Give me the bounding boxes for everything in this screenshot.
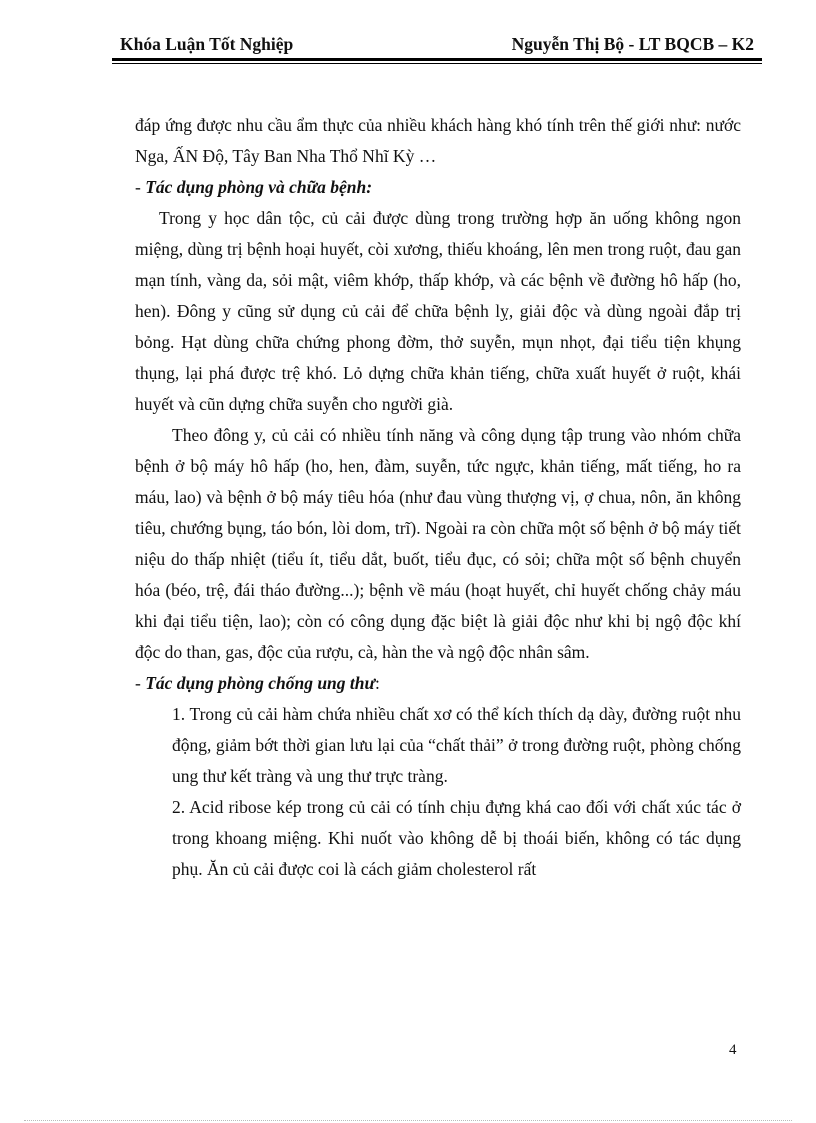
heading-dash: - — [135, 177, 146, 197]
paragraph: Trong y học dân tộc, củ cải được dùng trong trường hợp ăn uống không ngon miệng, dùng trị bệnh hoại huyết, còi xương, thiếu khoáng, lên men trong ruột, đau gan mạn tính, vàng da, sỏi mật, viêm khớp, thấp khớp, và các bệnh về đường hô hấp (ho, hen). Đông y cũng sử dụng củ cải để chữa bệnh lỵ, giải độc và dùng ngoài đắp trị bỏng. Hạt dùng chữa chứng phong đờm, thở suyễn, mụn nhọt, đại tiểu tiện khụng thụng, lại phá được trệ khó. Lỏ dựng chữa khản tiếng, chữa xuất huyết ở ruột, khái huyết và cũn dựng chữa suyễn cho người già. — [135, 208, 741, 414]
section-heading — [135, 172, 741, 203]
list-item: 2. Acid ribose kép trong củ cải có tính chịu đựng khá cao đối với chất xúc tác ở trong khoang miệng. Khi nuốt vào không dễ bị thoái biến, không có tác dụng phụ. Ăn củ cải được coi là cách giảm cholesterol rất — [172, 797, 741, 879]
document-body — [135, 110, 741, 885]
list-item: 1. Trong củ cải hàm chứa nhiều chất xơ có thể kích thích dạ dày, đường ruột nhu động, giảm bớt thời gian lưu lại của “chất thải” ở trong đường ruột, phòng chống ung thư kết tràng và ung thư trực tràng. — [172, 704, 741, 786]
page-number: 4 — [729, 1042, 737, 1058]
heading-text: Tác dụng phòng chống ung thư — [145, 673, 375, 693]
header-rule-thick — [112, 58, 762, 61]
header-rule-thin — [112, 63, 762, 64]
page-header — [112, 34, 762, 58]
heading-colon: : — [375, 673, 380, 693]
heading-text: Tác dụng phòng và chữa bệnh: — [145, 177, 373, 197]
paragraph: Theo đông y, củ cải có nhiều tính năng và công dụng tập trung vào nhóm chữa bệnh ở bộ máy hô hấp (ho, hen, đàm, suyễn, tức ngực, khản tiếng, mất tiếng, ho ra máu, lao) và bệnh ở bộ máy tiêu hóa (như đau vùng thượng vị, ợ chua, nôn, ăn không tiêu, chướng bụng, táo bón, lòi dom, trĩ). Ngoài ra còn chữa một số bệnh ở bộ máy tiết niệu do thấp nhiệt (tiểu ít, tiểu dắt, buốt, tiểu đục, có sỏi; chữa một số bệnh chuyển hóa (béo, trệ, đái tháo đường...); bệnh về máu (hoạt huyết, chỉ huyết chống chảy máu khi đại tiểu tiện, lao); còn có công dụng đặc biệt là giải độc như khi bị ngộ độc khí độc do than, gas, độc của rượu, cà, hàn the và ngộ độc nhân sâm. — [135, 425, 741, 662]
heading-dash: - — [135, 673, 146, 693]
paragraph: đáp ứng được nhu cầu ẩm thực của nhiều khách hàng khó tính trên thế giới như: nước Nga, ẤN Độ, Tây Ban Nha Thổ Nhĩ Kỳ … — [135, 115, 741, 166]
section-heading — [135, 668, 741, 699]
header-author: Nguyễn Thị Bộ - LT BQCB – K2 — [511, 34, 754, 54]
page-bottom-divider — [24, 1120, 792, 1121]
header-title: Khóa Luận Tốt Nghiệp — [120, 34, 294, 54]
